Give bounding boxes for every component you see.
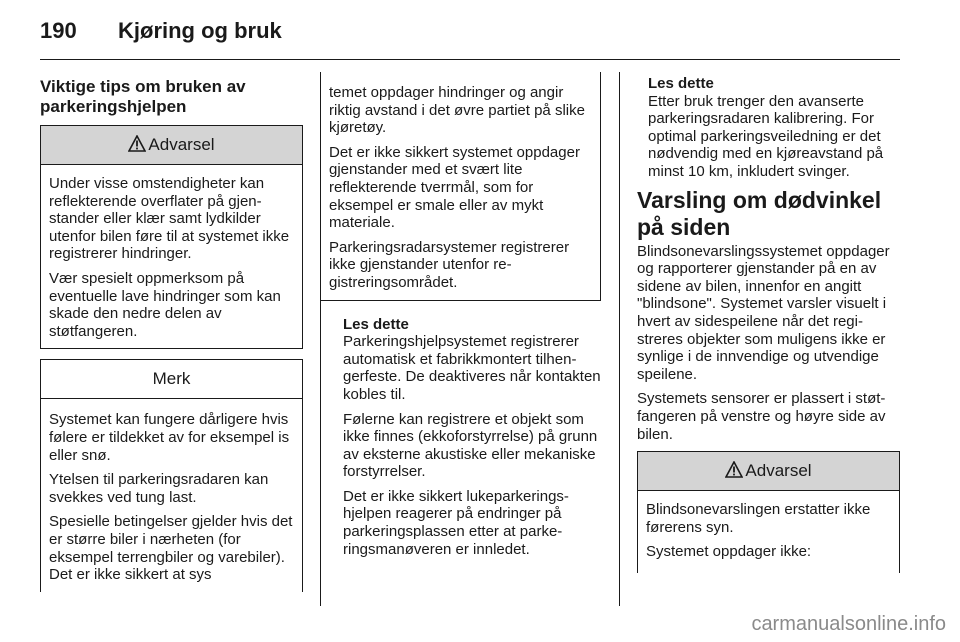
note-box-continued bbox=[320, 72, 601, 301]
paragraph: Blindsonevarslingssystemet oppdager og rapporterer gjenstander på en av sidene av bilen, innenfor en angitt "blindsone". Systemet varsler visuelt i hvert av sidespeilene når det registreres objekter som muligens ikke er synlige i de innvendige og utvendige speilene. bbox=[637, 242, 890, 383]
section-heading: Viktige tips om bruken av parkeringshjelpen bbox=[40, 77, 246, 116]
warning-box-header bbox=[41, 126, 302, 165]
read-this-note bbox=[619, 60, 900, 181]
note-box-header: Merk bbox=[41, 360, 302, 399]
paragraph: Systemet kan fungere dårligere hvis følere er tildekket av for eksempel is eller snø. bbox=[49, 411, 290, 464]
column-1 bbox=[40, 60, 303, 592]
section-blind-spot bbox=[619, 181, 900, 573]
warning-box bbox=[637, 451, 900, 573]
warning-triangle-icon bbox=[128, 135, 146, 152]
page-header bbox=[40, 14, 900, 54]
warning-title: Advarsel bbox=[745, 461, 812, 481]
paragraph: Etter bruk trenger den avanserte parkeringsradaren kalibrering. For optimal parkeringsveiledning er det nødvendig med en kjøreavstand på minst 10 km, inkludert svinger. bbox=[648, 92, 884, 180]
note-box bbox=[40, 359, 303, 591]
paragraph: Parkeringshjelpsystemet registrerer automatisk et fabrikkmontert tilhengerfeste. De deaktiveres når kontakten kobles til. bbox=[343, 333, 601, 403]
paragraph: Det er ikke sikkert systemet oppdager gjenstander med et svært lite reflekterende tverrmål, som for eksempel er smale eller av mykt materiale. bbox=[329, 143, 580, 232]
column-3 bbox=[619, 60, 900, 573]
warning-box bbox=[40, 125, 303, 349]
paragraph: Under visse omstendigheter kan reflekterende overflater på gjenstander eller klær samt lydkilder utenfor bilen føre til at systemet ikke registrerer hindringer. bbox=[49, 175, 290, 263]
warning-body bbox=[638, 491, 899, 573]
note-title: Les dette bbox=[648, 75, 714, 92]
paragraph: Spesielle betingelser gjelder hvis det er større biler i nærheten (for eksempel terrengbiler og varebiler). Det er ikke sikkert at sys bbox=[49, 513, 293, 584]
watermark: carmanualsonline.info bbox=[751, 613, 946, 635]
note-body bbox=[321, 72, 600, 300]
paragraph: Det er ikke sikkert lukeparkeringshjelpen reagerer på endringer på parkeringsplassen etter at parkeringsmanøveren er innledet. bbox=[343, 487, 569, 558]
warning-body bbox=[41, 165, 302, 348]
column-2 bbox=[320, 60, 601, 558]
note-title: Les dette bbox=[343, 315, 409, 333]
page-number: 190 bbox=[40, 18, 77, 43]
paragraph: Vær spesielt oppmerksom på eventuelle lave hindringer som kan skade den nedre delen av støtfangeren. bbox=[49, 269, 281, 340]
paragraph: Ytelsen til parkeringsradaren kan svekkes ved tung last. bbox=[49, 471, 269, 506]
note-body bbox=[41, 399, 302, 591]
paragraph: temet oppdager hindringer og angir riktig avstand i det øvre partiet på slike kjøretøy. bbox=[329, 84, 585, 137]
paragraph: Systemet oppdager ikke: bbox=[646, 543, 812, 561]
section-title: Varsling om dødvinkel på siden bbox=[637, 186, 882, 240]
read-this-note bbox=[320, 301, 601, 559]
warning-box-header bbox=[638, 452, 899, 491]
paragraph: Parkeringsradarsystemer registrerer ikke gjenstander utenfor registreringsområdet. bbox=[329, 238, 570, 291]
page-title: Kjøring og bruk bbox=[118, 18, 282, 43]
paragraph: Blindsonevarslingen erstatter ikke førerens syn. bbox=[646, 501, 871, 536]
warning-triangle-icon bbox=[725, 461, 743, 478]
paragraph: Følerne kan registrere et objekt som ikke finnes (ekkoforstyrrelse) på grunn av eksterne akustiske eller mekaniske forstyrrelser. bbox=[343, 410, 598, 481]
warning-title: Advarsel bbox=[148, 135, 215, 154]
paragraph: Systemets sensorer er plassert i støtfangeren på venstre og høyre side av bilen. bbox=[637, 390, 886, 443]
